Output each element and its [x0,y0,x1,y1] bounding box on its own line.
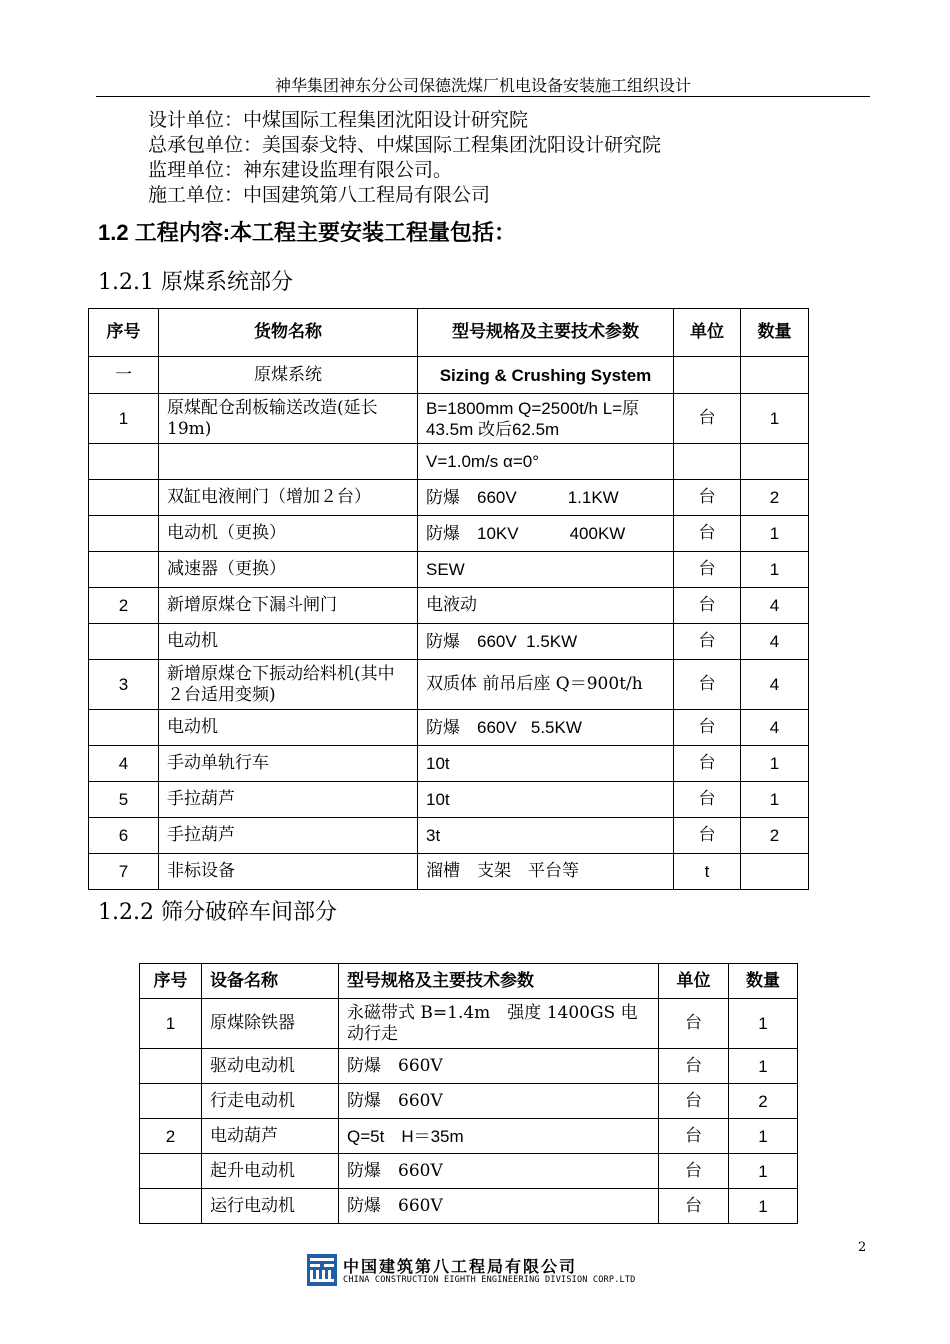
col-header-spec: 型号规格及主要技术参数 [418,309,674,357]
cell-spec: 溜槽 支架 平台等 [418,854,674,890]
cell-name: 起升电动机 [202,1154,339,1189]
subsection-title-screening: 1.2.2 筛分破碎车间部分 [98,900,337,925]
cscec-logo-icon [307,1254,337,1286]
cell-qty: 2 [729,1084,798,1119]
cell-no [89,444,159,480]
table-row [140,1049,798,1084]
cell-no: 1 [140,999,202,1049]
table-row [89,782,809,818]
page-header: 神华集团神东分公司保德洗煤厂机电设备安装施工组织设计 [96,76,870,97]
table-row [89,516,809,552]
cell-unit: 台 [659,1189,729,1224]
cell-qty: 4 [741,624,809,660]
cell-spec: 电液动 [418,588,674,624]
table-row [89,746,809,782]
raw-coal-equipment-table [88,308,809,890]
cell-spec: SEW [418,552,674,588]
cell-spec: 双质体 前吊后座 Q＝900t/h [418,660,674,710]
cell-spec: 永磁带式 B=1.4m 强度 1400GS 电动行走 [339,999,659,1049]
screening-equipment-table [139,963,798,1224]
cell-no [140,1084,202,1119]
cell-spec: 10t [418,782,674,818]
cell-name: 手动单轨行车 [159,746,418,782]
cell-no [140,1189,202,1224]
cell-no [89,516,159,552]
cell-unit: t [674,854,741,890]
cell-qty: 1 [741,746,809,782]
cell-qty: 2 [741,480,809,516]
cell-unit: 台 [659,1084,729,1119]
table-row [89,854,809,890]
cell-unit: 台 [659,1119,729,1154]
company-name-en: CHINA CONSTRUCTION EIGHTH ENGINEERING DIVISION CORP.LTD [343,1275,636,1285]
cell-no: 一 [89,357,159,394]
cell-qty [741,444,809,480]
cell-unit: 台 [674,710,741,746]
table-header-row [140,964,798,999]
cell-no: 5 [89,782,159,818]
cell-spec: 防爆 660V 1.1KW [418,480,674,516]
table-row [89,660,809,710]
cell-spec: 10t [418,746,674,782]
cell-unit: 台 [674,818,741,854]
cell-name: 原煤除铁器 [202,999,339,1049]
cell-spec: 防爆 660V [339,1084,659,1119]
cell-qty: 4 [741,588,809,624]
cell-qty: 1 [741,516,809,552]
cell-spec: 防爆 10KV 400KW [418,516,674,552]
cell-unit: 台 [674,624,741,660]
cell-no [89,624,159,660]
cell-spec: 3t [418,818,674,854]
construction-unit: 施工单位：中国建筑第八工程局有限公司 [148,184,491,206]
col-header-no: 序号 [140,964,202,999]
col-header-name: 设备名称 [202,964,339,999]
cell-no: 6 [89,818,159,854]
cell-unit: 台 [674,660,741,710]
cell-qty [741,357,809,394]
table-row [89,710,809,746]
cell-spec: 防爆 660V [339,1154,659,1189]
supervision-unit: 监理单位：神东建设监理有限公司。 [148,159,453,181]
cell-qty: 4 [741,710,809,746]
col-header-spec: 型号规格及主要技术参数 [339,964,659,999]
cell-spec: 防爆 660V 5.5KW [418,710,674,746]
cell-qty: 1 [729,1119,798,1154]
cell-name: 原煤配仓刮板输送改造(延长19m) [159,394,418,444]
cell-no: 7 [89,854,159,890]
cell-name: 行走电动机 [202,1084,339,1119]
table-row [89,624,809,660]
cell-name: 运行电动机 [202,1189,339,1224]
cell-name: 原煤系统 [159,357,418,394]
table-row [140,1084,798,1119]
col-header-qty: 数量 [741,309,809,357]
cell-spec: 防爆 660V 1.5KW [418,624,674,660]
cell-qty: 1 [729,1154,798,1189]
cell-name: 双缸电液闸门（增加２台） [159,480,418,516]
cell-no [89,480,159,516]
subsection-title-raw-coal: 1.2.1 原煤系统部分 [98,270,293,295]
cell-unit: 台 [659,1049,729,1084]
cell-spec: Sizing & Crushing System [418,357,674,394]
col-header-no: 序号 [89,309,159,357]
cell-no: 4 [89,746,159,782]
cell-no: 1 [89,394,159,444]
table-row [89,394,809,444]
table-row [89,480,809,516]
cell-qty: 1 [741,552,809,588]
cell-spec: 防爆 660V [339,1189,659,1224]
cell-unit [674,444,741,480]
cell-spec: 防爆 660V [339,1049,659,1084]
cell-no [89,552,159,588]
col-header-name: 货物名称 [159,309,418,357]
table-row [89,552,809,588]
cell-no: 2 [89,588,159,624]
cell-name: 电动葫芦 [202,1119,339,1154]
cell-qty: 1 [741,782,809,818]
cell-no [89,710,159,746]
table-row [89,357,809,394]
cell-qty: 1 [729,1049,798,1084]
col-header-unit: 单位 [674,309,741,357]
cell-qty: 2 [741,818,809,854]
cell-name [159,444,418,480]
table-row [140,1119,798,1154]
cell-name: 电动机（更换） [159,516,418,552]
cell-unit: 台 [674,746,741,782]
section-title: 1.2 工程内容:本工程主要安装工程量包括： [98,220,517,245]
cell-qty: 1 [741,394,809,444]
table-row [89,818,809,854]
design-unit: 设计单位：中煤国际工程集团沈阳设计研究院 [148,109,529,131]
cell-no: 3 [89,660,159,710]
cell-name: 手拉葫芦 [159,782,418,818]
cell-unit: 台 [674,394,741,444]
cell-qty: 1 [729,999,798,1049]
general-contractor: 总承包单位：美国泰戈特、中煤国际工程集团沈阳设计研究院 [148,134,662,156]
cell-name: 新增原煤仓下振动给料机(其中２台适用变频) [159,660,418,710]
cell-qty: 4 [741,660,809,710]
cell-name: 电动机 [159,624,418,660]
cell-spec: B=1800mm Q=2500t/h L=原43.5m 改后62.5m [418,394,674,444]
cell-qty [741,854,809,890]
cell-name: 新增原煤仓下漏斗闸门 [159,588,418,624]
cell-unit: 台 [674,782,741,818]
table-row [140,1154,798,1189]
cell-unit [674,357,741,394]
cell-no: 2 [140,1119,202,1154]
cell-name: 非标设备 [159,854,418,890]
cell-name: 减速器（更换） [159,552,418,588]
cell-unit: 台 [674,552,741,588]
table-row [140,999,798,1049]
table-row [89,588,809,624]
company-name-cn: 中国建筑第八工程局有限公司 [343,1257,578,1276]
col-header-qty: 数量 [729,964,798,999]
page-number: 2 [858,1240,867,1255]
cell-qty: 1 [729,1189,798,1224]
cell-name: 手拉葫芦 [159,818,418,854]
cell-no [140,1154,202,1189]
cell-unit: 台 [674,516,741,552]
cell-unit: 台 [674,588,741,624]
cell-name: 电动机 [159,710,418,746]
cell-spec: V=1.0m/s α=0° [418,444,674,480]
table-header-row [89,309,809,357]
table-row [140,1189,798,1224]
cell-unit: 台 [674,480,741,516]
cell-unit: 台 [659,999,729,1049]
cell-name: 驱动电动机 [202,1049,339,1084]
cell-unit: 台 [659,1154,729,1189]
cell-spec: Q=5t H＝35m [339,1119,659,1154]
project-info [148,108,661,208]
table-row [89,444,809,480]
col-header-unit: 单位 [659,964,729,999]
cell-no [140,1049,202,1084]
company-footer [307,1254,647,1290]
